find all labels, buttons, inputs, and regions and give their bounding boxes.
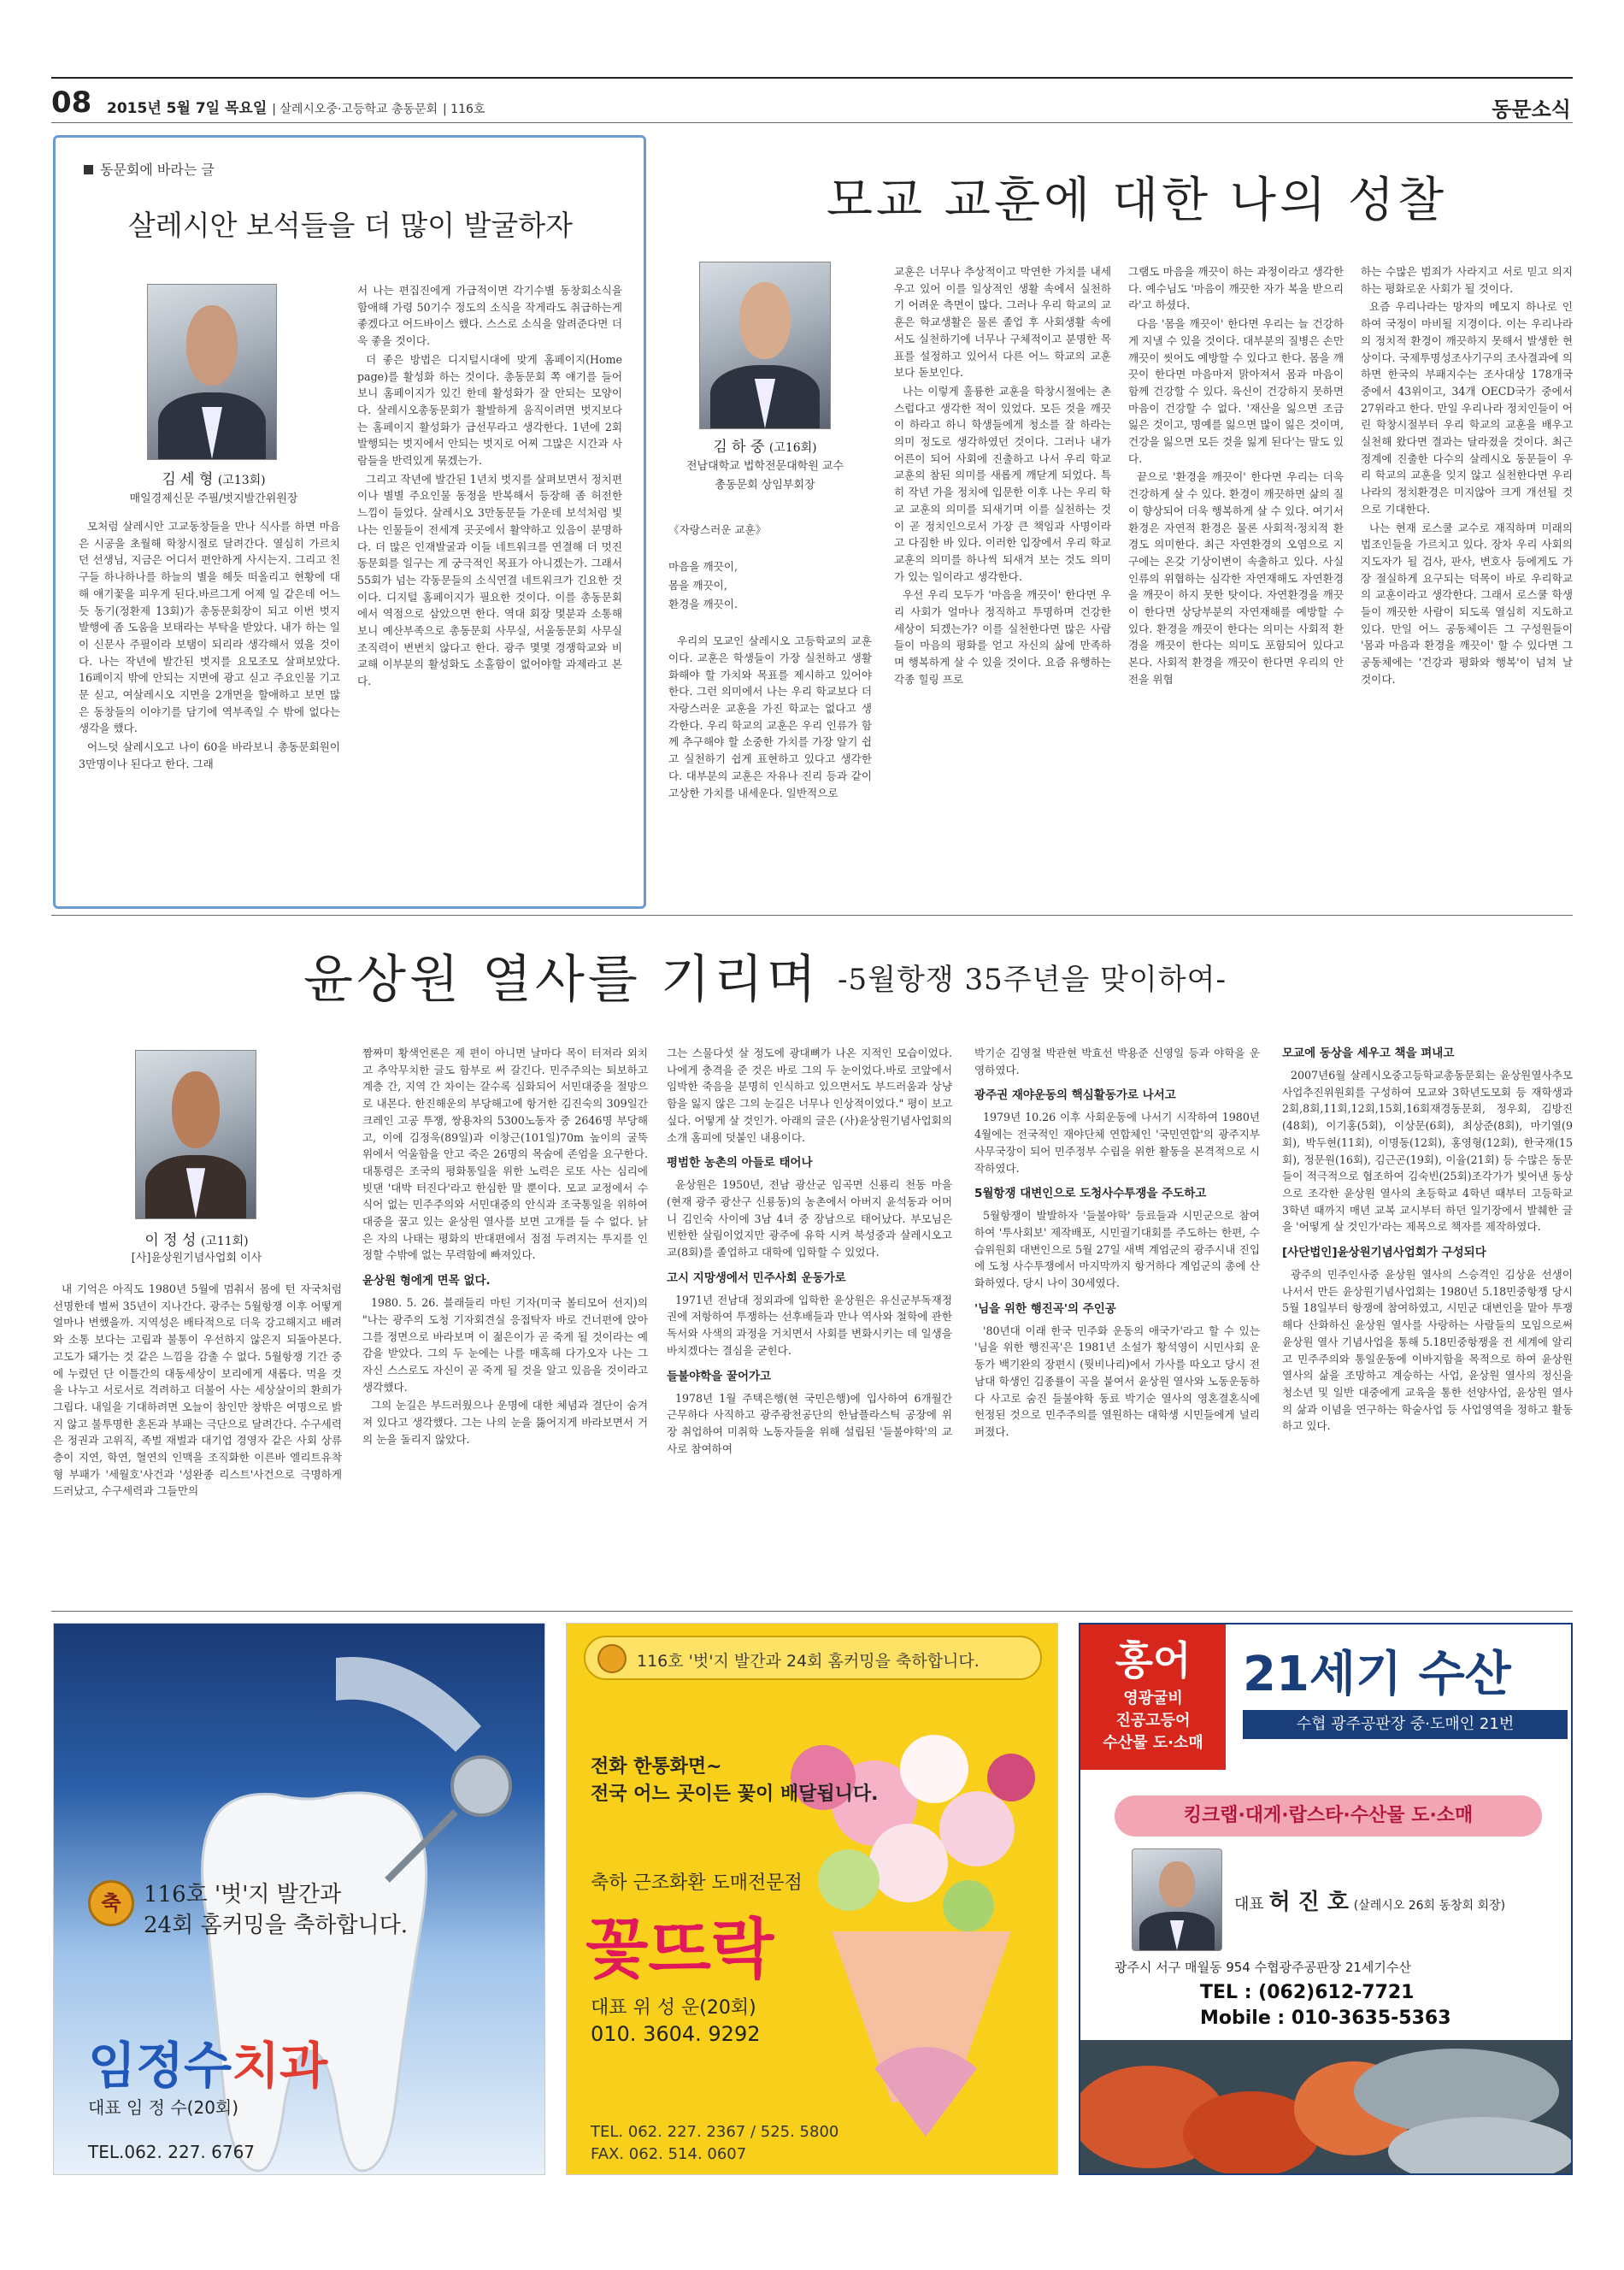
paragraph: 그리고 작년에 발간된 1년치 벗지를 살펴보면서 정치편이나 별별 주요인물 동정을 반복해서 등장해 좀 허전한 느낌이 들었다. 살레시오 3만동문들 가운데 보석처럼 빛나는 인물들이 전세계 곳곳에서 활약하고 있음이 분명하다. 더 많은 인재발굴과 이들 네트워크를 연결해 더 멋진 동문회를 일구는 게 궁극적인 목표가 아니겠는가. 그래서 55회가 넘는 각동문들의 소식연결 네트워크가 긴요한 것이다. 디지털 홈페이지가 필요한 것이다. 이를 총동문회에서 역점으로 삼았으면 한다. 역대 회장 몇분과 소통해보니 예산부족으로 총동문회 사무실, 서울동문회 사무실 조직력이 변변치 않다고 한다. 광주 몇몇 경쟁학교와 비교해 이부분의 활성화도 소홀함이 없어야할 과제라고 본다. bbox=[357, 472, 622, 688]
ad3-left-block bbox=[1080, 1624, 1226, 1770]
ad1-line2: 24회 홈커밍을 축하합니다. bbox=[144, 1913, 409, 1938]
author-photo bbox=[699, 262, 831, 429]
ad3-left-item: 영광굴비 bbox=[1123, 1689, 1183, 1707]
article2-col3 bbox=[1128, 263, 1344, 896]
paragraph: 1978년 1월 주택은행(현 국민은행)에 입사하여 6개월간 근무하다 사직하고 광주광천공단의 한남플라스틱 공장에 위장 취업하여 미취학 노동자들을 위해 설립된 '들불야학'의 교사로 참여하여 bbox=[667, 1391, 952, 1455]
seafood-tel: TEL : (062)612-7721 bbox=[1200, 1982, 1415, 2003]
author-name: 김 하 중 (고16회) bbox=[713, 439, 817, 456]
article3-subtitle: -5월항쟁 35주년을 맞이하여- bbox=[838, 963, 1227, 997]
article3-col1 bbox=[53, 1281, 342, 1606]
flower-phone: 010. 3604. 9292 bbox=[591, 2022, 761, 2046]
header-bottom-rule bbox=[51, 122, 1573, 123]
paragraph: 나는 현재 로스쿨 교수로 재직하며 미래의 법조인들을 가르치고 있다. 장차 우리 사회의 지도자가 될 검사, 판사, 변호사 등에게도 가장 절실하게 요구되는 덕목이 바로 우리학교의 교훈이라고 생각한다. 그래서 로스쿨 학생들이 깨끗한 사람이 되도록 열심히 지도하고 있다. 만일 어느 공동체이든 그 구성원들이 '몸과 마음과 환경을 깨끗이' 할 수 있다면 그 공동체에는 '건강과 평화와 행복'이 넘쳐 날 것이다. bbox=[1361, 521, 1573, 686]
subheading: 모교에 동상을 세우고 책을 펴내고 bbox=[1282, 1047, 1455, 1060]
ad2-copy1: 전화 한통화면~ bbox=[591, 1756, 722, 1778]
article2-title: 모교 교훈에 대한 나의 성찰 bbox=[826, 173, 1448, 228]
paragraph: 나는 이렇게 훌륭한 교훈을 학창시절에는 촌스럽다고 생각한 적이 있었다. 모든 것을 깨끗이 하라고 하니 학생들에게 청소를 잘 하라는 의미 정도로 생각하였던 것이다. 그러나 내가 어른이 되어 사회에 진출하고 나서 우리 학교 교훈의 참된 의미를 새롭게 깨닫게 되었다. 특히 작년 가을 정치에 입문한 이후 나는 우리 학교 교훈의 의미를 되새기며 이를 실천하는 것이 곧 정치인으로서 가장 큰 책임과 사명이라고 다짐한 바 있다. 이러한 입장에서 우리 학교 교훈의 의미를 하나씩 되새겨 보는 것도 의미가 있는 일이라고 생각한다. bbox=[894, 384, 1111, 583]
motto-line: 몸을 깨끗이, bbox=[668, 579, 727, 593]
header-top-rule bbox=[51, 77, 1573, 79]
seafood-mobile: Mobile : 010-3635-5363 bbox=[1200, 2008, 1451, 2029]
paragraph: 5월항쟁이 발발하자 '들불야학' 등료들과 시민군으로 참여하여 '투사회보' 제작배포, 시민궐기대회를 주도하는 한편, 수습위원회 대변인으로 5월 27일 새벽 계엄군의 광주시내 진입에 도청 사수투쟁에서 마지막까지 항거하다 계엄군의 총에 산화하였다. 당시 나이 30세였다. bbox=[974, 1209, 1260, 1290]
section-name: 동문소식 bbox=[1492, 97, 1571, 121]
celebration-seal-icon: 축 bbox=[88, 1880, 134, 1926]
issue-number: 116호 bbox=[450, 103, 485, 116]
ad2-copy2: 전국 어느 곳이든 꽃이 배달됩니다. bbox=[591, 1784, 879, 1805]
paragraph: 교훈은 너무나 추상적이고 막연한 가치를 내세우고 있어 이를 일상적인 생활 속에서 실천하기 어려운 측면이 많다. 그러나 우리 학교의 교훈은 학교생활은 물론 졸업 후 사회생활 속에서도 실천하기에 너무나 구체적이고 분명한 목표를 설정하고 있어서 다른 어느 학교의 교훈보다 돋보인다. bbox=[894, 265, 1111, 380]
ad3-left-title: 홍어 bbox=[1115, 1637, 1192, 1683]
school-name: 살레시오중·고등학교 총동문회 bbox=[279, 103, 438, 116]
subheading: 고시 지망생에서 민주사회 운동가로 bbox=[667, 1271, 846, 1285]
flower-brand: 꽃뜨락 bbox=[585, 1911, 774, 1987]
seafood-rep: 대표 허 진 호 (살레시오 26회 동창회 회장) bbox=[1234, 1890, 1506, 1915]
kicker-text: 동문회에 바라는 글 bbox=[100, 162, 215, 178]
article1-kicker bbox=[84, 159, 215, 179]
paragraph: 내 기억은 아직도 1980년 5월에 멈춰서 몸에 턴 자국처럼 선명한데 벌써 35년이 지나간다. 광주는 5월항쟁 이후 어떻게 얼마나 변했을까. 지역성은 배타적으로 더욱 강고해지고 배려와 소통 보다는 고립과 불통이 우선하지 않은지 되돌아본다. 고도가 돼가는 것 같은 느낌을 감출 수 없다. 5월항쟁 기간 중에 누렸던 단 이틀간의 대동세상이 보리에게 새롭다. 먹을 것을 나누고 서로서로 격려하고 더불어 사는 세상살이의 환희가 그립다. 내일을 기대하려면 오늘이 참인만 창밖은 여명으로 밝지 않고 불투명한 혼돈과 부패는 극단으로 달려간다. 수구세력은 정권과 고위직, 족벌 재벌과 대기업 경영자 같은 사회 상류층이 지연, 학연, 혈연의 인맥을 조직화한 이른바 엘리트유착형 부패가 '세월호'사건과 '성완종 리스트'사건으로 극명하게 드러났고, 수구세력과 그들만의 bbox=[53, 1282, 342, 1498]
author-photo bbox=[147, 284, 277, 460]
paragraph: 어느덧 살레시오고 나이 60을 바라보니 총동문회원이 3만명이나 된다고 한다. 그래 bbox=[79, 740, 340, 770]
ad2-tag: 축하 근조화환 도매전문점 bbox=[591, 1872, 803, 1894]
article3-col3 bbox=[667, 1045, 952, 1606]
author-photo bbox=[135, 1050, 256, 1219]
article1-col-b bbox=[357, 282, 622, 894]
article1-title: 살레시안 보석들을 더 많이 발굴하자 bbox=[127, 209, 574, 242]
section-divider bbox=[51, 915, 1573, 916]
subheading: 평범한 농촌의 아들로 태어나 bbox=[667, 1156, 813, 1170]
rep-photo bbox=[1132, 1848, 1222, 1951]
motto-line: 환경을 깨끗이. bbox=[668, 597, 738, 610]
article3-col5 bbox=[1282, 1045, 1573, 1606]
issue-date: 2015년 5월 7일 목요일 bbox=[107, 100, 268, 117]
crab-photo bbox=[1080, 2040, 1573, 2175]
paragraph: 다음 '몸을 깨끗이' 한다면 우리는 늘 건강하게 지낼 수 있을 것이다. 대부분의 질병은 손만 깨끗이 씻어도 예방할 수 있다고 한다. 몸을 깨끗이 한다면 마음마저 맑아져서 몸과 마음이 함께 건강할 수 있다. 육신이 건강하지 못하면 마음이 건강할 수 없다. '재산을 잃으면 조금 잃은 것이고, 명예를 잃으면 많이 잃은 것이며, 건강을 잃으면 모든 것을 잃게 된다'는 말도 있다. bbox=[1128, 317, 1344, 465]
subheading: 들불야학을 꿀어가고 bbox=[667, 1369, 772, 1383]
flower-tel: TEL. 062. 227. 2367 / 525. 5800 bbox=[591, 2123, 839, 2141]
flower-rep: 대표 위 성 운(20회) bbox=[591, 1997, 756, 2019]
ad1-line1: 116호 '벗'지 발간과 bbox=[144, 1882, 342, 1907]
author-role: 총동문회 상임부회장 bbox=[715, 479, 815, 492]
dentist-brand: 임정수치과 bbox=[88, 2037, 328, 2095]
paragraph: 윤상원은 1950년, 전남 광산군 임곡면 신룡리 천동 마을 (현재 광주 광산구 신룡동)의 농촌에서 아버지 윤석동과 어머니 김인숙 사이에 3남 4녀 중 장남으로 태어났다. 부모님은 빈한한 살림이었지만 광주에 유학 시켜 북성중과 살레시오고교(8회)를 졸업하고 대학에 입학할 수 있었다. bbox=[667, 1178, 952, 1259]
dentist-tel: TEL.062. 227. 6767 bbox=[88, 2142, 256, 2162]
ad3-left-item: 진공고등어 bbox=[1115, 1712, 1191, 1730]
paragraph: 우선 우리 모두가 '마음을 깨끗이' 한다면 우리 사회가 얼마나 정직하고 투명하며 건강한 세상이 되겠는가? 이를 실천한다면 많은 사람들이 마음의 평화를 얻고 자신의 삶에 만족하며 행복하게 살 수 있을 것이다. 요즘 유행하는 각종 힐링 프로 bbox=[894, 588, 1111, 686]
author-affiliation: 전남대학교 법학전문대학원 교수 bbox=[685, 460, 844, 473]
paragraph: 끝으로 '환경을 깨끗이' 한다면 우리는 더욱 건강하게 살 수 있다. 환경이 깨끗하면 삶의 질이 향상되어 더욱 행복하게 살 수 있다. 여기서 환경은 자연적 환경은 물론 사회적·정치적 환경도 의미한다. 최근 자연환경의 오염으로 지구에는 온갖 기상이변이 속출하고 있다. 사실 인류의 위협하는 심각한 자연재해도 자연환경을 깨끗이 하지 못한 탓이다. 자연환경을 깨끗이 한다면 상당부분의 자연재해를 예방할 수 있다. 환경을 깨끗이 한다는 의미는 사회적 환경을 깨끗이 한다는 의미도 포함되어 있다고 본다. 사회적 환경을 깨끗이 한다면 우리의 안전을 위협 bbox=[1128, 470, 1344, 686]
article3-title: 윤상원 열사를 기리며 bbox=[303, 950, 820, 1010]
ad3-left-item: 수산물 도·소매 bbox=[1103, 1734, 1203, 1752]
article2-col4 bbox=[1361, 263, 1573, 896]
article3-col2 bbox=[362, 1045, 648, 1606]
paragraph: 그의 눈길은 부드러웠으나 운명에 대한 체념과 결단이 숨겨져 있다고 생각했다. 그는 나의 눈을 뚫어지게 바라보면서 거의 눈을 돌리지 않았다. bbox=[362, 1399, 648, 1446]
paragraph: 우리의 모교인 살레시오 고등학교의 교훈이다. 교훈은 학생들이 가장 실천하고 생활화해야 할 가치와 목표를 제시하고 있어야 한다. 그런 의미에서 나는 우리 학교보다 더 자랑스러운 교훈을 가진 학교는 없다고 생각한다. 우리 학교의 교훈은 우리 인류가 함께 추구해야 할 소중한 가치를 가장 알기 쉽고 실천하기 쉽게 표현하고 있다고 생각한다. 대부분의 교훈은 자유나 진리 등과 같이 고상한 가치를 내세운다. 일반적으로 bbox=[668, 634, 872, 799]
subheading: 5월항쟁 대변인으로 도청사수투쟁을 주도하고 bbox=[974, 1187, 1207, 1201]
subheading: '님을 위한 행진곡'의 주인공 bbox=[974, 1301, 1116, 1316]
article3-col4 bbox=[974, 1045, 1260, 1606]
paragraph: 모처럼 살레시안 고교동창들을 만나 식사를 하면 마음은 시공을 초월해 학창시절로 달려간다. 열심히 가르치던 선생님, 지금은 어디서 편안하게 사시는지. 그리고 친구들 하나하나를 하늘의 별을 헤듯 떠올리고 현황에 대해 얘기꽃을 피우게 된다.바르그게 어제 일 같은데 어느듯 동기(정환제 13회)가 총동문회장이 되고 이번 벗지 발행에 좀 도움을 보태라는 부탁을 받았다. 내가 하는 일이 신문사 주필이라 보탬이 되리라 생각해서 였을 것이다. 나는 작년에 발간된 벗지를 요모조모 살펴보았다. 16페이지 밖에 안되는 지면에 광고 싣고 주요인물 기고문 싣고, 여살레시오 지면을 2개면을 할애하고 보면 많은 동창들의 이야기를 담기에 역부족일 수 밖에 없다는 생각을 했다. bbox=[79, 520, 340, 735]
seafood-products: 킹크랩·대게·랍스타·수산물 도·소매 bbox=[1115, 1795, 1542, 1837]
paragraph: 박기순 김영철 박관현 박효선 박용준 신영일 등과 야학을 운영하였다. bbox=[974, 1047, 1260, 1076]
paragraph: 1971년 전남대 정외과에 입학한 윤상원은 유신군부독재정권에 저항하여 투쟁하는 선후배들과 만나 역사와 철학에 관한 독서와 사색의 과정을 거치면서 사회를 변화시키는 데 일생을 바치겠다는 결심을 굳힌다. bbox=[667, 1293, 952, 1357]
ads-divider bbox=[51, 1611, 1573, 1612]
ad-flower[interactable] bbox=[566, 1623, 1058, 2175]
author-name: 김 세 형 (고13회) bbox=[162, 471, 266, 488]
paragraph: 1980. 5. 26. 블래들리 마틴 기자(미국 볼티모어 선지)의 "나는 광주의 도청 기자회견실 응접탁자 바로 건너편에 앉아 그를 정면으로 바라보며 이 젊은이가 곧 죽게 될 것이라는 예감을 받았다. 그의 두 눈에는 나를 매혹해 다가오자 나는 그 자신 스스로도 자신이 곧 죽게 될 것을 알고 있음을 것이라고 생각했다. bbox=[362, 1296, 648, 1394]
paragraph: 짬짜미 황색언론은 제 편이 아니면 날마다 목이 터져라 외치고 추악무치한 글도 함부로 써 갈긴다. 민주주의는 퇴보하고 계층 간, 지역 간 차이는 갈수록 심화되어 서민대중을 절망으로 내몬다. 한진해운의 부당해고에 항거한 김진숙의 309일간 크레인 고공 투쟁, 쌍용차의 5300노동자 중 2646명 부당해고, 이에 김정욱(89일)과 이창근(101일)70m 높이의 굴뚝 위에서 억울함을 안고 죽은 26명의 목숨에 존엄을 요구한다. 대통령은 조국의 평화통일을 위한 노력은 로또 사는 심리에 빗댄 '대박 터진다'라고 한심한 말 뿐이다. 모교 교정에서 수식어 없는 민주주의와 서민대중의 안식과 조국통일을 위하여 대중을 꿈고 있는 윤상원 열사를 보면 고개를 들 수 없다. 낡은 자의 나태는 평화의 반대편에서 점점 두려지는 투지를 인정할 수밖에 없는 무력함에 빠져있다. bbox=[362, 1047, 648, 1262]
header-info: 2015년 5월 7일 목요일 | 살레시오중·고등학교 총동문회 | 116호 bbox=[107, 100, 485, 117]
flower-fax: FAX. 062. 514. 0607 bbox=[591, 2145, 747, 2163]
article1-col-a bbox=[79, 518, 340, 894]
subheading: 윤상원 형에게 면목 없다. bbox=[362, 1274, 491, 1288]
ad-dentist[interactable] bbox=[53, 1623, 545, 2175]
paragraph: '80년대 이래 한국 민주화 운동의 애국가'라고 할 수 있는 '님을 위한 행진곡'은 1981년 소설가 황석영이 시민사회 운동가 백기완의 장편시 (뭣비나리)에서 가사를 따오고 당시 전남대 학생인 김종률이 곡을 붙여서 윤상원 열사와 노동운동하다 사고로 숨진 들불야학 동료 박기순 열사의 영혼결혼식에 헌정된 것으로 민주주의를 열원하는 대학생 시민들에게 널리 퍼졌다. bbox=[974, 1324, 1260, 1438]
author-affiliation: 매일경제신문 주필/벗지발간위원장 bbox=[129, 492, 298, 505]
page-number: 08 bbox=[51, 85, 92, 120]
dentist-rep: 대표 임 정 수(20회) bbox=[88, 2097, 239, 2118]
seafood-brand: 21세기 수산 bbox=[1243, 1647, 1511, 1702]
paragraph: 요즘 우리나라는 망자의 메모지 하나로 인하여 국정이 마비될 지경이다. 이는 우리나라의 정치적 환경이 깨끗하지 못해서 발생한 현상이다. 국제투명성조사기구의 조사결과에 의하면 한국의 부패지수는 조사대상 178개국 중에서 43위이고, 34개 OECD국가 중에서 27위라고 한다. 만일 우리나라 정치인들이 어린 학창시절부터 우리 학교의 교훈을 배우고 실천해 왔다면 결과는 달라졌을 것이다. 최근 정계에 진출한 다수의 살레시오 동문들이 우리 학교의 교훈을 잊지 않고 실천한다면 우리 나라의 정치환경은 미지않아 크게 개선될 것으로 기대한다. bbox=[1361, 300, 1573, 516]
seafood-subtitle: 수협 광주공판장 중·도매인 21번 bbox=[1243, 1710, 1568, 1739]
paragraph: 더 좋은 방법은 디지털시대에 맞게 홈페이지(Home page)를 활성화 하는 것이다. 총동문회 쪽 얘기를 들어보니 홈페이지가 있긴 한데 활성화가 잘 안되는 모양이다. 살레시오총동문회가 활발하게 움직이려면 벗지보다는 홈페이지 활성화가 급선무라고 생각한다. 1년에 2회 발행되는 벗지에서 안되는 벗지로 어찌 그많은 시간과 사람들을 반력있게 묶겠는가. bbox=[357, 352, 622, 468]
paragraph: 광주의 민주인사중 윤상원 열사의 스승격인 김상윤 선생이 나서서 만든 윤상원기념사업회는 1980년 5.18민중항쟁 당시 5월 18일부터 항쟁에 참여하였고, 시민군 대변인을 맡아 투쟁해다 산화하신 윤상원 열사를 사랑하는 사람들의 모임으로써 윤상원 열사 기념사업을 통해 5.18민중항쟁을 전 세계에 알리고 민주주의와 통일운동에 이바지함을 목적으로 하여 윤상원 열사의 삶을 조망하고 계승하는 사업, 윤상원 열사의 정신을 청소년 및 일반 대중에게 교육을 통한 선양사업, 윤상원 열사의 삶과 이념을 연구하는 학술사업 등 사업영역을 정하고 활동하고 있다. bbox=[1282, 1268, 1573, 1433]
motto-label: 《자랑스러운 교훈》 bbox=[668, 523, 767, 536]
ad2-banner-text: 116호 '벗'지 발간과 24회 홈커밍을 축하합니다. bbox=[637, 1652, 980, 1671]
motto-line: 마음을 깨끗이, bbox=[668, 560, 738, 574]
author-name: 이 정 성 (고11회) bbox=[144, 1232, 249, 1249]
article2-col1 bbox=[668, 522, 872, 896]
paragraph: 그램도 마음을 깨끗이 하는 과정이라고 생각한다. 예수님도 '마음이 깨끗한 자가 복을 받으리라'고 하셨다. bbox=[1128, 265, 1344, 312]
subheading: 광주권 재야운동의 핵심활동가로 나서고 bbox=[974, 1088, 1176, 1103]
article2-col2 bbox=[894, 263, 1111, 896]
paragraph: 서 나는 편집진에게 가급적이면 각기수별 동창회소식을 함애해 가령 50기수 정도의 소식을 작게라도 취급하는게 좋겠다고 어드바이스 했다. 스스로 소식을 알려준다면 더욱 좋을 것이다. bbox=[357, 284, 622, 348]
square-bullet-icon bbox=[84, 165, 93, 174]
paragraph: 그는 스물다섯 살 정도에 광대뼈가 나온 지적인 모습이었다. 나에게 충격을 준 것은 바로 그의 두 눈이었다.바로 코앞에서 임박한 죽음을 분명히 인식하고 있으면서도 부드러움과 상냥함을 잃지 않은 그의 눈길은 너무나 인상적이었다." 평이 보고 싶다. 어떻게 살 것인가. 아래의 글은 (사)윤상원기념사업회의 소개 홈피에 덧붙인 내용이다. bbox=[667, 1047, 952, 1144]
paragraph: 하는 수많은 범죄가 사라지고 서로 믿고 의지하는 평화로운 사회가 될 것이다. bbox=[1361, 265, 1573, 295]
author-affiliation: [사]윤상원기념사업회 이사 bbox=[131, 1252, 262, 1265]
paragraph: 2007년6월 살레시오중고등학교총동문회는 윤상원열사추모사업추진위원회를 구성하여 모교와 3학년도모회 등 재학생과 2회,8회,11회,12회,15회,16회재경동문회, 정우회, 김방진(48회), 이기홍(5회), 이상문(6회), 최상준(8회), 마기열(9회), 박두현(11회), 이명동(12회), 홍영형(12회), 한국재(15회), 정문원(16회), 김근곤(19회), 이율(21회) 등 수많은 동문들이 적극적으로 협조하여 김숙빈(25회)조각가가 빛어낸 동상으로 조각한 윤상원 열사의 초등학교 4학년 때부터 고등학교 3학년 때까지 매년 교복 교시부터 하던 일기장에서 발췌한 글을 '어떻게 살 것인가'라는 제목으로 책자를 제작하였다. bbox=[1282, 1069, 1573, 1234]
ad-seafood[interactable] bbox=[1079, 1623, 1573, 2175]
paragraph: 1979년 10.26 이후 사회운동에 나서기 시작하여 1980년 4월에는 전국적인 재야단체 연합체인 '국민연합'의 광주지부 사무국장이 되어 민주정부 수립을 위한 활동을 본격적으로 시작하였다. bbox=[974, 1111, 1260, 1175]
seafood-address: 광주시 서구 매월동 954 수협광주공판장 21세기수산 bbox=[1115, 1960, 1411, 1975]
subheading: [사단법인]윤상원기념사업회가 구성되다 bbox=[1282, 1246, 1486, 1260]
